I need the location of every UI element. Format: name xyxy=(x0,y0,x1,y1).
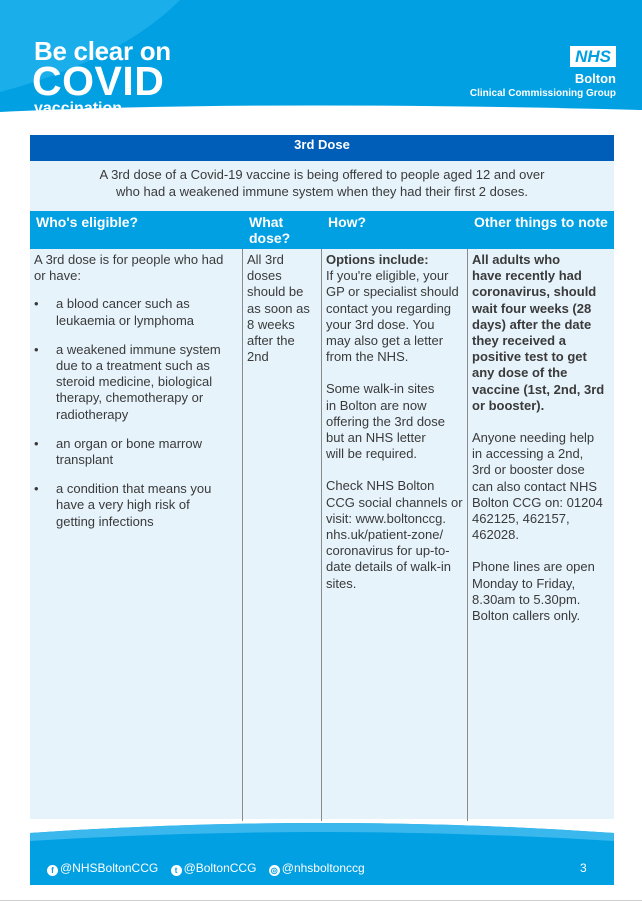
text-line: nhs.uk/patient-zone/ xyxy=(326,527,444,543)
how-column xyxy=(326,252,466,592)
text-line: should be xyxy=(247,284,304,300)
header-banner xyxy=(0,0,642,125)
text-line: All 3rd xyxy=(247,252,284,267)
how-paragraph-1 xyxy=(326,268,466,365)
options-label: Options include: xyxy=(326,252,429,267)
text-line: days) after the date xyxy=(472,316,592,332)
notes-paragraph-3 xyxy=(472,559,614,624)
header-how: How? xyxy=(328,214,367,230)
text-line: due to a treatment such as xyxy=(56,358,210,374)
text-line: GP or specialist should xyxy=(326,284,459,300)
text-line: 3rd or booster dose xyxy=(472,462,585,478)
title-vaccination: vaccination xyxy=(34,100,123,117)
text-line: 8.30am to 5.30pm. xyxy=(472,591,581,607)
header-dose xyxy=(249,214,290,246)
text-line: your 3rd dose. You xyxy=(326,316,435,332)
facebook-icon: f xyxy=(47,865,58,876)
text-line: contact you regarding xyxy=(326,300,452,316)
text-line: All adults who xyxy=(472,252,561,267)
eligible-column xyxy=(34,252,240,543)
text-line: Anyone needing help xyxy=(472,430,595,446)
text-line: in accessing a 2nd, xyxy=(472,446,584,462)
text-line: will be required. xyxy=(326,446,418,462)
text-line: 462125, 462157, xyxy=(472,511,570,527)
text-line: as soon as xyxy=(247,300,310,316)
instagram-link[interactable] xyxy=(269,861,365,875)
twitter-link[interactable] xyxy=(171,861,257,875)
section-title: 3rd Dose xyxy=(30,135,614,161)
text-line: • an organ or bone marrow xyxy=(56,435,202,451)
facebook-link[interactable] xyxy=(47,861,158,875)
text-line: in Bolton are now xyxy=(326,397,427,413)
title-line-1: Be clear on xyxy=(34,36,171,66)
text-line: Check NHS Bolton xyxy=(326,478,435,494)
intro-text xyxy=(30,161,614,211)
text-line: visit: www.boltonccg. xyxy=(326,510,446,526)
nhs-logo: NHS xyxy=(570,46,616,67)
header-notes: Other things to note xyxy=(474,214,608,230)
header-dose-line-2: dose? xyxy=(249,230,291,246)
text-line: Phone lines are open xyxy=(472,559,595,575)
intro-line-2: who had a weakened immune system when they had their first 2 doses. xyxy=(116,184,528,199)
text-line: If you're eligible, your xyxy=(326,268,449,284)
text-line: sites. xyxy=(326,575,357,591)
text-line: but an NHS letter xyxy=(326,430,426,446)
instagram-handle: @nhsboltonccg xyxy=(281,861,365,875)
notes-column xyxy=(472,252,614,624)
text-line: coronavirus for up-to- xyxy=(326,543,450,559)
text-line: Bolton callers only. xyxy=(472,608,581,624)
text-line: transplant xyxy=(56,452,114,468)
header-eligible: Who's eligible? xyxy=(36,214,139,230)
text-line: they received a xyxy=(472,333,566,349)
footer-banner xyxy=(30,819,614,885)
page-number: 3 xyxy=(580,861,587,875)
eligible-bullet-item xyxy=(34,296,240,328)
dose-column xyxy=(247,252,319,365)
facebook-handle: @NHSBoltonCCG xyxy=(60,861,159,875)
org-name: Bolton xyxy=(574,71,616,86)
text-line: CCG social channels or xyxy=(326,494,463,510)
text-line: have recently had xyxy=(472,268,582,284)
text-line: offering the 3rd dose xyxy=(326,413,446,429)
text-line: may also get a letter xyxy=(326,333,444,349)
twitter-handle: @BoltonCCG xyxy=(183,861,257,875)
text-line: • a blood cancer such as xyxy=(56,296,190,312)
text-line: positive test to get xyxy=(472,349,587,365)
text-line: 2nd xyxy=(247,349,269,365)
page-bottom-rule xyxy=(0,900,642,901)
eligible-bullet-list xyxy=(34,296,240,529)
header-dose-line-1: What xyxy=(249,214,284,230)
text-line: 8 weeks xyxy=(247,316,295,332)
notes-paragraph-1 xyxy=(472,252,614,414)
column-divider xyxy=(467,249,468,821)
eligible-lead-line-2: or have: xyxy=(34,268,81,284)
text-line: date details of walk-in xyxy=(326,559,452,575)
how-paragraph-2 xyxy=(326,381,466,462)
twitter-icon: t xyxy=(171,865,182,876)
title-covid: COVID xyxy=(32,58,165,104)
org-subtitle: Clinical Commissioning Group xyxy=(469,88,616,99)
text-line: can also contact NHS xyxy=(472,478,598,494)
eligible-bullet-item xyxy=(34,481,240,530)
text-line: • a condition that means you xyxy=(56,481,212,497)
text-line: Some walk-in sites xyxy=(326,381,435,397)
text-line: any dose of the xyxy=(472,365,568,381)
text-line: from the NHS. xyxy=(326,349,409,365)
eligible-lead-line-1: A 3rd dose is for people who had xyxy=(34,252,224,267)
eligible-bullet-item xyxy=(34,342,240,423)
text-line: Bolton CCG on: 01204 xyxy=(472,494,603,510)
text-line: getting infections xyxy=(56,513,154,529)
text-line: after the xyxy=(247,333,295,349)
instagram-icon: ◎ xyxy=(269,865,280,876)
text-line: leukaemia or lymphoma xyxy=(56,312,195,328)
table-header-row xyxy=(30,211,614,249)
text-line: doses xyxy=(247,268,282,284)
how-paragraph-3 xyxy=(326,478,466,591)
text-line: vaccine (1st, 2nd, 3rd xyxy=(472,381,605,397)
footer-wave-decoration xyxy=(30,819,614,885)
notes-paragraph-2 xyxy=(472,430,614,543)
text-line: 462028. xyxy=(472,527,519,543)
text-line: Monday to Friday, xyxy=(472,575,576,591)
column-divider xyxy=(321,249,322,821)
text-line: steroid medicine, biological xyxy=(56,374,213,390)
text-line: therapy, chemotherapy or xyxy=(56,390,204,406)
text-line: coronavirus, should xyxy=(472,284,597,300)
text-line: radiotherapy xyxy=(56,406,129,422)
social-links xyxy=(47,861,374,875)
text-line: or booster). xyxy=(472,397,545,413)
eligible-bullet-item xyxy=(34,436,240,468)
text-line: wait four weeks (28 xyxy=(472,300,592,316)
text-line: • a weakened immune system xyxy=(56,341,221,357)
text-line: have a very high risk of xyxy=(56,497,190,513)
intro-line-1: A 3rd dose of a Covid-19 vaccine is being offered to people aged 12 and over xyxy=(99,167,545,182)
column-divider xyxy=(242,249,243,821)
